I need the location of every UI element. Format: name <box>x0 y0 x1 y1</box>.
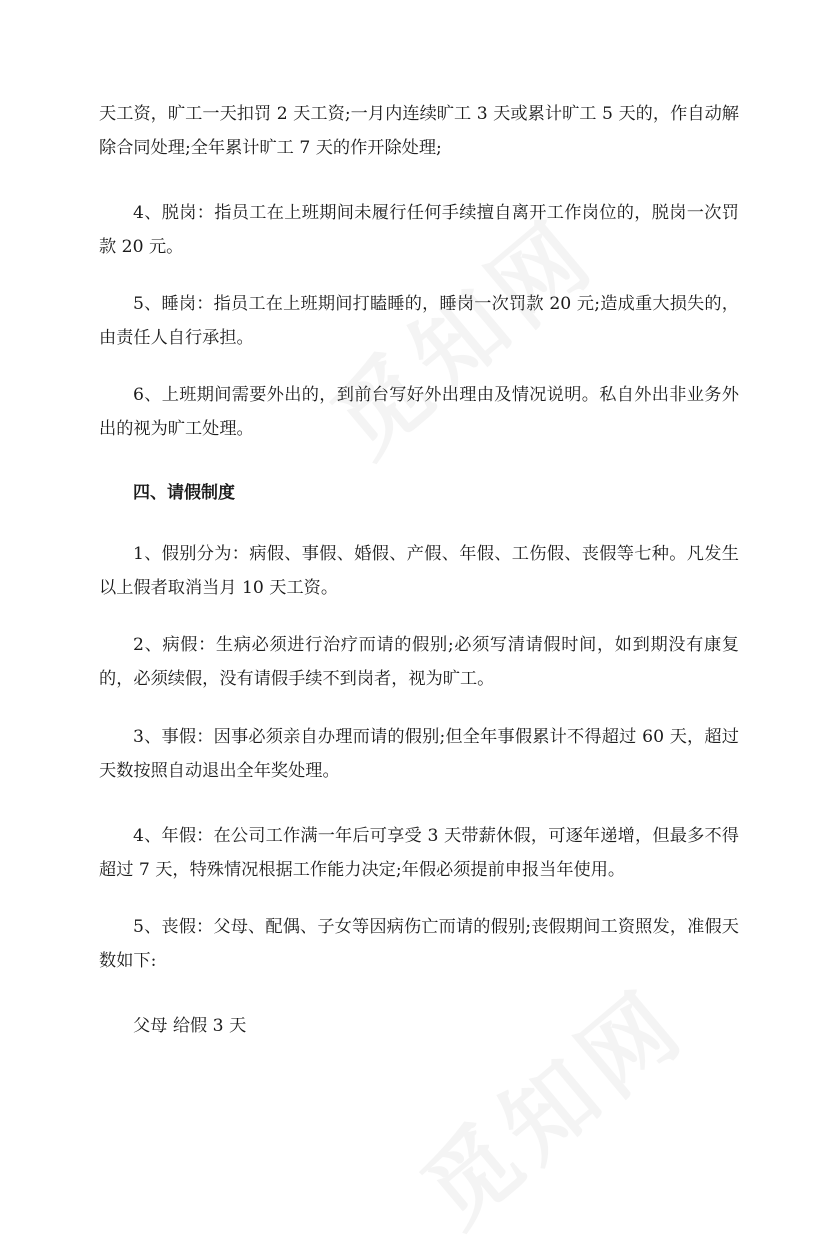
paragraph-leaving-post: 4、脱岗：指员工在上班期间未履行任何手续擅自离开工作岗位的，脱岗一次罚款 20 元。 <box>99 203 739 257</box>
paragraph-sick-leave: 2、病假：生病必须进行治疗而请的假别;必须写清请假时间，如到期没有康复的，必须续假，没有请假手续不到岗者，视为旷工。 <box>99 635 739 689</box>
paragraph-leave-types: 1、假别分为：病假、事假、婚假、产假、年假、工伤假、丧假等七种。凡发生以上假者取消当月 10 天工资。 <box>99 544 739 598</box>
paragraph-bereavement-leave: 5、丧假：父母、配偶、子女等因病伤亡而请的假别;丧假期间工资照发，准假天数如下: <box>99 917 739 971</box>
watermark-bottom <box>390 953 709 1251</box>
paragraph-personal-leave: 3、事假：因事必须亲自办理而请的假别;但全年事假累计不得超过 60 天，超过天数按照自动退出全年奖处理。 <box>99 727 739 781</box>
paragraph-annual-leave: 4、年假：在公司工作满一年后可享受 3 天带薪休假，可逐年递增，但最多不得超过 7 天，特殊情况根据工作能力决定;年假必须提前申报当年使用。 <box>99 826 739 880</box>
paragraph-going-out: 6、上班期间需要外出的，到前台写好外出理由及情况说明。私自外出非业务外出的视为旷工处理。 <box>99 385 739 439</box>
paragraph-parents-leave: 父母 给假 3 天 <box>133 1016 247 1036</box>
section-heading-leave-policy: 四、请假制度 <box>133 483 235 503</box>
paragraph-sleeping-on-duty: 5、睡岗：指员工在上班期间打瞌睡的，睡岗一次罚款 20 元;造成重大损失的，由责任人自行承担。 <box>99 294 739 348</box>
paragraph-absenteeism-continued: 天工资，旷工一天扣罚 2 天工资;一月内连续旷工 3 天或累计旷工 5 天的，作自动解除合同处理;全年累计旷工 7 天的作开除处理; <box>99 104 739 158</box>
